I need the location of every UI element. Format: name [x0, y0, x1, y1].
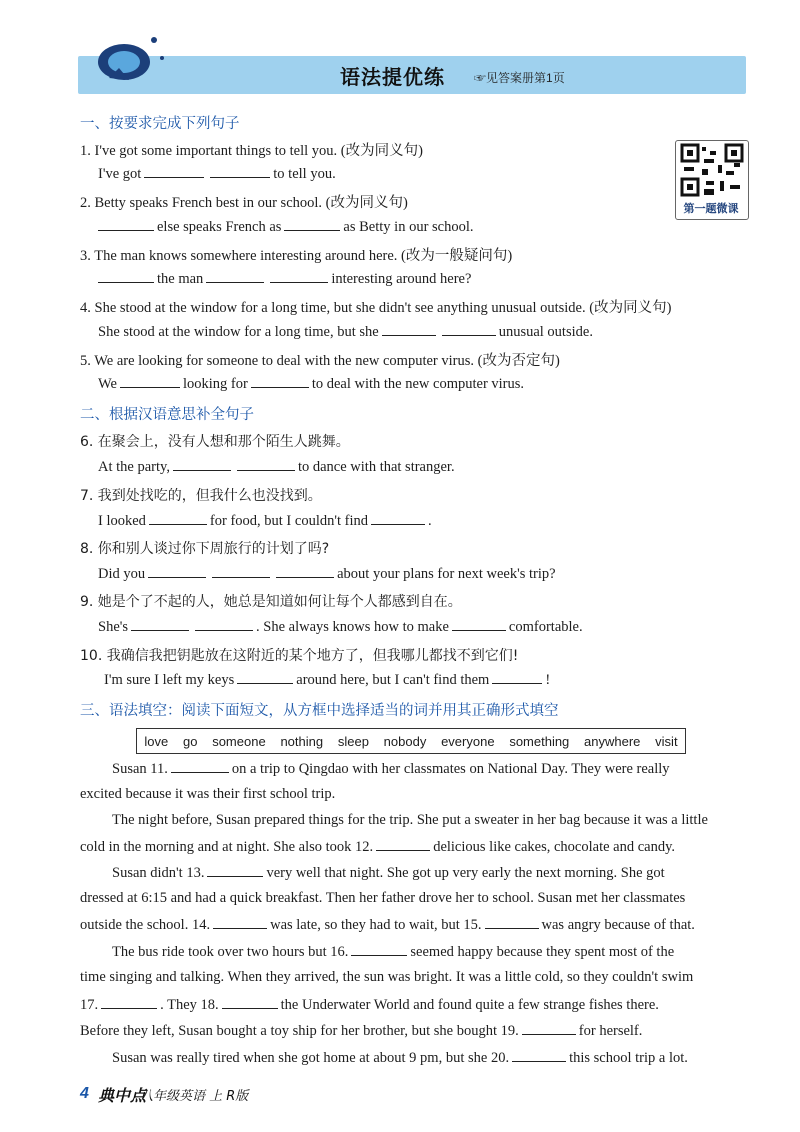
blank[interactable]	[149, 512, 207, 525]
passage-line: The night before, Susan prepared things for the trip. She put a sweater in her bag because it was a little	[112, 812, 708, 828]
page-title: 语法提优练	[340, 65, 445, 89]
answer-line-8: Did you about your plans for next week's trip?	[98, 566, 556, 582]
blank[interactable]	[195, 618, 253, 631]
blank[interactable]	[120, 375, 180, 388]
answer-line-6: At the party, to dance with that stranger.	[98, 459, 455, 475]
blank[interactable]	[237, 458, 295, 471]
blank[interactable]	[270, 270, 328, 283]
blank[interactable]	[101, 996, 157, 1009]
question-9: 9. 她是个了不起的人，她总是知道如何让每个人都感到自在。	[80, 594, 462, 610]
answer-line-2: else speaks French as as Betty in our school.	[98, 218, 474, 236]
rocket-logo-icon	[84, 28, 174, 88]
question-1: 1. I've got some important things to tell you. (改为同义句)	[80, 143, 423, 159]
word-option: everyone	[441, 733, 495, 749]
passage-line: 17. . They 18. the Underwater World and found quite a few strange fishes there.	[80, 997, 659, 1013]
blank[interactable]	[212, 565, 270, 578]
brand-logo: 典中点	[98, 1086, 147, 1105]
word-option: go	[182, 733, 198, 749]
word-box	[136, 728, 686, 754]
word-option: visit	[655, 733, 678, 749]
answer-line-3: the man interesting around here?	[98, 270, 471, 288]
passage-line: excited because it was their first school trip.	[80, 786, 336, 802]
passage-line: dressed at 6:15 and had a quick breakfast. Then her father drove her to school. Susan met her classmates	[80, 890, 686, 906]
section-2-heading: 二、根据汉语意思补全句子	[80, 407, 254, 423]
word-option: someone	[212, 733, 266, 749]
question-6: 6. 在聚会上，没有人想和那个陌生人跳舞。	[80, 434, 350, 450]
passage-line: Before they left, Susan bought a toy ship for her brother, but she bought 19. for herself.	[80, 1023, 643, 1039]
question-2: 2. Betty speaks French best in our school. (改为同义句)	[80, 195, 408, 211]
passage-line: Susan 11. on a trip to Qingdao with her classmates on National Day. They were really	[112, 761, 670, 777]
blank[interactable]	[442, 323, 496, 336]
blank[interactable]	[131, 618, 189, 631]
blank[interactable]	[351, 943, 407, 956]
answer-line-10: I'm sure I left my keys around here, but I can't find them !	[104, 672, 551, 688]
section-1-heading: 一、按要求完成下列句子	[80, 116, 240, 132]
blank[interactable]	[251, 375, 309, 388]
blank[interactable]	[376, 838, 430, 851]
blank[interactable]	[207, 864, 263, 877]
qr-label: 第一题微课	[683, 202, 739, 215]
blank[interactable]	[284, 218, 340, 231]
blank[interactable]	[485, 916, 539, 929]
blank[interactable]	[452, 618, 506, 631]
section-3-heading: 三、语法填空：阅读下面短文，从方框中选择适当的词并用其正确形式填空	[80, 703, 559, 719]
passage-line: Susan was really tired when she got home at about 9 pm, but she 20. this school trip a lot.	[112, 1050, 688, 1066]
blank[interactable]	[206, 270, 264, 283]
word-option: love	[144, 733, 169, 749]
blank[interactable]	[210, 165, 270, 178]
word-option: sleep	[337, 733, 369, 749]
word-option: nobody	[383, 733, 427, 749]
blank[interactable]	[371, 512, 425, 525]
book-title: 八年级英语 上 R版	[140, 1089, 249, 1104]
answer-line-1: I've got to tell you.	[98, 166, 336, 182]
page-number: 4	[80, 1085, 89, 1102]
answer-line-7: I looked for food, but I couldn't find .	[98, 513, 432, 529]
blank[interactable]	[276, 565, 334, 578]
blank[interactable]	[222, 996, 278, 1009]
blank[interactable]	[382, 323, 436, 336]
question-8: 8. 你和别人谈过你下周旅行的计划了吗?	[80, 541, 330, 557]
passage-line: The bus ride took over two hours but 16. seemed happy because they spent most of the	[112, 944, 675, 960]
passage-line: time singing and talking. When they arrived, the sun was bright. It was a little cold, so they couldn't swim	[80, 969, 694, 985]
question-5: 5. We are looking for someone to deal with the new computer virus. (改为否定句)	[80, 353, 560, 369]
blank[interactable]	[237, 671, 293, 684]
word-option: something	[509, 733, 570, 749]
blank[interactable]	[98, 218, 154, 231]
blank[interactable]	[492, 671, 542, 684]
passage-line: cold in the morning and at night. She also took 12. delicious like cakes, chocolate and candy.	[80, 839, 676, 855]
question-3: 3. The man knows somewhere interesting around here. (改为一般疑问句)	[80, 248, 513, 264]
blank[interactable]	[522, 1022, 576, 1035]
answer-line-5: We looking for to deal with the new computer virus.	[98, 376, 525, 392]
blank[interactable]	[98, 270, 154, 283]
blank[interactable]	[144, 165, 204, 178]
qr-code-icon	[676, 141, 748, 201]
word-option: anywhere	[584, 733, 641, 749]
blank[interactable]	[148, 565, 206, 578]
passage-line: Susan didn't 13. very well that night. She got up very early the next morning. She got	[112, 865, 665, 881]
question-7: 7. 我到处找吃的，但我什么也没找到。	[80, 488, 322, 504]
blank[interactable]	[173, 458, 231, 471]
word-option: nothing	[280, 733, 324, 749]
answer-line-9: She's . She always knows how to make comfortable.	[98, 619, 583, 635]
passage-line: outside the school. 14. was late, so they had to wait, but 15. was angry because of that.	[80, 917, 695, 933]
answer-line-4: She stood at the window for a long time, but she unusual outside.	[98, 324, 593, 340]
blank[interactable]	[213, 916, 267, 929]
blank[interactable]	[512, 1049, 566, 1062]
answer-reference: ☞见答案册第1页	[474, 71, 565, 85]
question-4: 4. She stood at the window for a long time, but she didn't see anything unusual outside. (改为同义句)	[80, 300, 672, 316]
blank[interactable]	[171, 760, 229, 773]
question-10: 10. 我确信我把钥匙放在这附近的某个地方了，但我哪儿都找不到它们!	[80, 648, 519, 664]
